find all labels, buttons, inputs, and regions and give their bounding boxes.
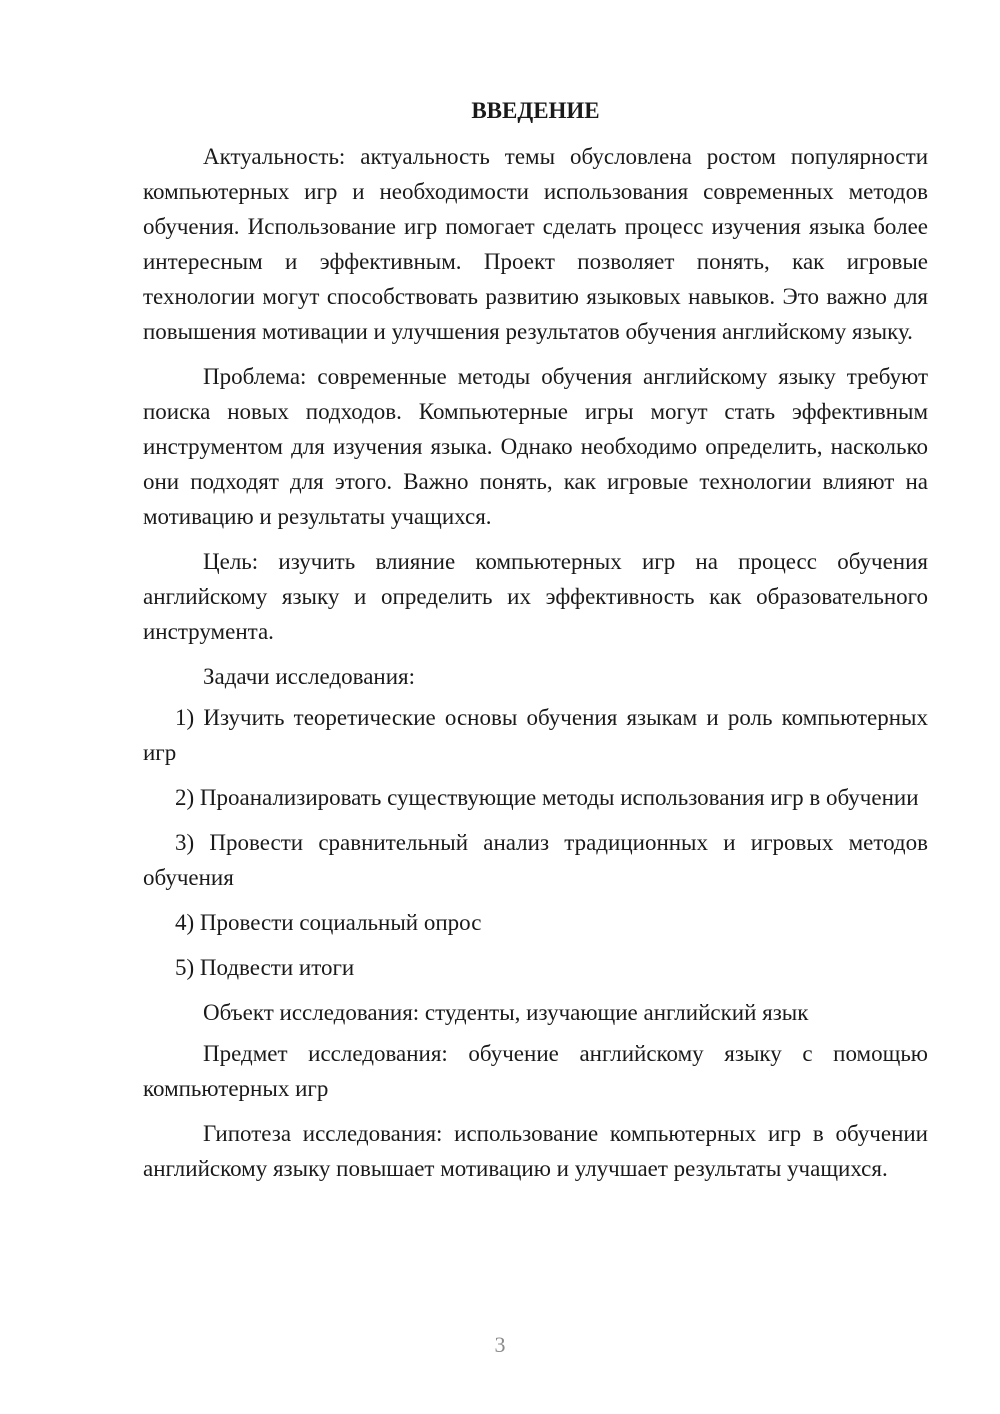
problem-paragraph: Проблема: современные методы обучения английскому языку требуют поиска новых подходов. Компьютерные игры могут стать эффективным инструментом для изучения языка. Однако необходимо определить, насколько они подходят для этого. Важно понять, как игровые технологии влияют на мотивацию и результаты учащихся.: [143, 364, 928, 529]
goal-paragraph: Цель: изучить влияние компьютерных игр на процесс обучения английскому языку и определить их эффективность как образовательного инструмента.: [143, 549, 928, 644]
relevance-paragraph: Актуальность: актуальность темы обусловлена ростом популярности компьютерных игр и необходимости использования современных методов обучения. Использование игр помогает сделать процесс изучения языка более интересным и эффективным. Проект позволяет понять, как игровые технологии могут способствовать развитию языковых навыков. Это важно для повышения мотивации и улучшения результатов обучения английскому языку.: [143, 144, 928, 344]
hypothesis-paragraph: Гипотеза исследования: использование компьютерных игр в обучении английскому языку повышает мотивацию и улучшает результаты учащихся.: [143, 1121, 928, 1181]
page-title: ВВЕДЕНИЕ: [471, 98, 600, 123]
subject-paragraph: Предмет исследования: обучение английскому языку с помощью компьютерных игр: [143, 1041, 928, 1101]
object-paragraph: Объект исследования: студенты, изучающие английский язык: [203, 1000, 809, 1025]
task-item-5: 5) Подвести итоги: [175, 955, 355, 980]
task-item-2: 2) Проанализировать существующие методы использования игр в обучении: [175, 785, 919, 810]
page-number: 3: [494, 1332, 506, 1357]
task-item-1: 1) Изучить теоретические основы обучения языкам и роль компьютерных игр: [143, 705, 928, 765]
tasks-heading: Задачи исследования:: [203, 664, 416, 689]
task-item-4: 4) Провести социальный опрос: [175, 910, 482, 935]
document-page: [143, 96, 928, 1196]
task-item-3: 3) Провести сравнительный анализ традиционных и игровых методов обучения: [143, 830, 928, 890]
